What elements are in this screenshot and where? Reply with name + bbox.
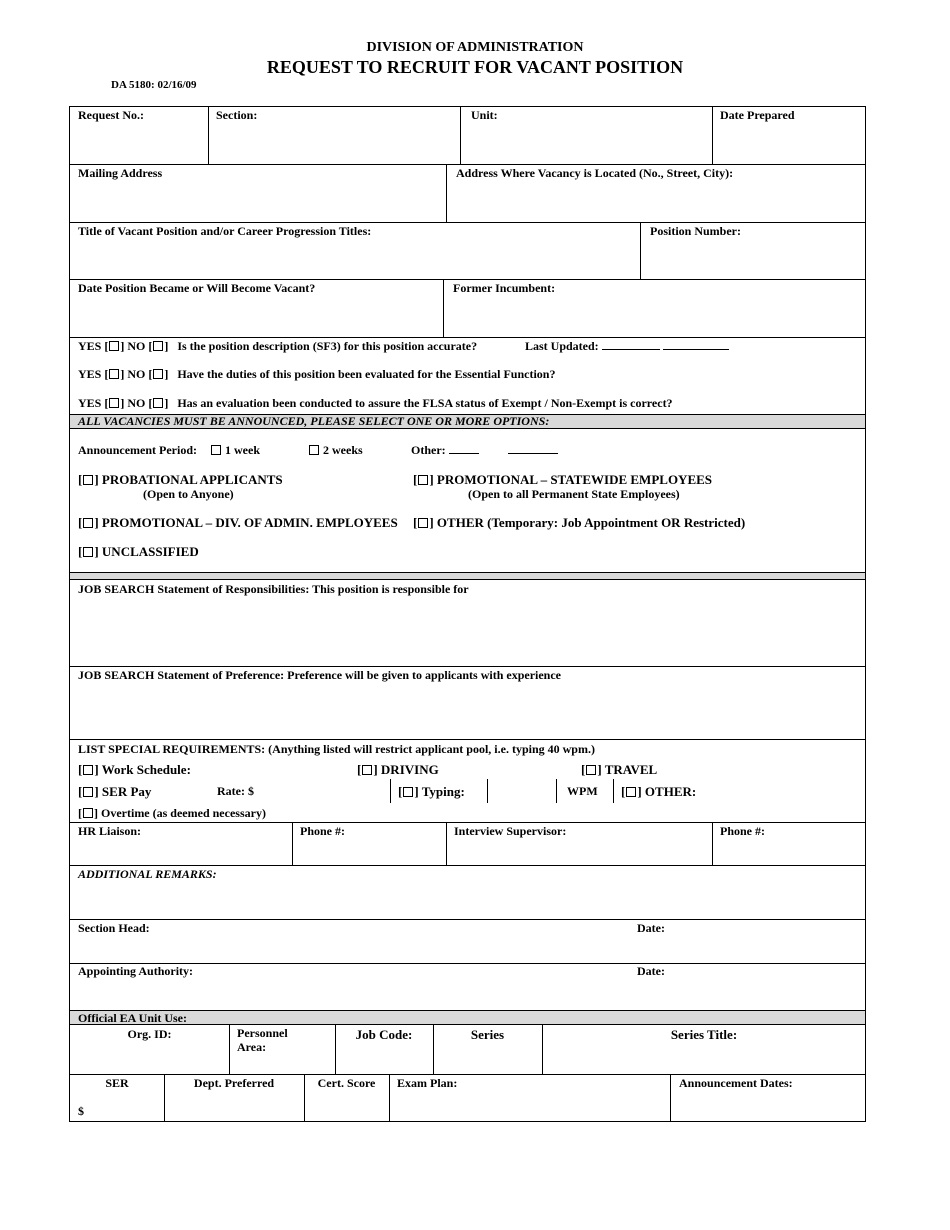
- other-period-label: Other:: [411, 443, 446, 457]
- rule: [69, 337, 866, 338]
- interview-supervisor-field[interactable]: Interview Supervisor:: [454, 824, 567, 838]
- bracket: [: [78, 784, 83, 799]
- rule: [390, 779, 391, 803]
- yes-label: YES [: [78, 396, 109, 410]
- rule: [640, 222, 641, 279]
- other-temp-option[interactable]: [413, 515, 745, 531]
- last-updated-line: [602, 339, 660, 350]
- unclassified-label: ] UNCLASSIFIED: [94, 544, 199, 559]
- work-schedule-checkbox[interactable]: [83, 765, 93, 775]
- ser-pay-option[interactable]: [78, 784, 151, 800]
- last-updated-field[interactable]: [525, 339, 729, 354]
- mailing-address-field[interactable]: Mailing Address: [78, 166, 163, 180]
- section-head-field[interactable]: Section Head:: [78, 921, 150, 935]
- typing-option[interactable]: [398, 784, 465, 800]
- probational-sub: (Open to Anyone): [143, 487, 234, 501]
- unclassified-option[interactable]: [78, 544, 199, 560]
- no-checkbox[interactable]: [153, 398, 163, 408]
- bracket: [: [398, 784, 403, 799]
- yes-label: YES [: [78, 339, 109, 353]
- special-requirements-heading: LIST SPECIAL REQUIREMENTS: (Anything listed will restrict applicant pool, i.e. typing 40 wpm.): [78, 742, 595, 756]
- org-id-field[interactable]: Org. ID:: [127, 1027, 172, 1041]
- other-temp-checkbox[interactable]: [418, 518, 428, 528]
- promo-div-option[interactable]: [78, 515, 398, 531]
- rule: [292, 822, 293, 865]
- other-period-line: [449, 443, 479, 454]
- promo-statewide-option[interactable]: [413, 472, 712, 488]
- one-week-label: 1 week: [225, 443, 260, 457]
- announce-heading: ALL VACANCIES MUST BE ANNOUNCED, PLEASE SELECT ONE OR MORE OPTIONS:: [78, 414, 550, 428]
- rule: [69, 279, 866, 280]
- work-schedule-label: ] Work Schedule:: [94, 762, 191, 777]
- additional-remarks-field[interactable]: ADDITIONAL REMARKS:: [78, 867, 217, 881]
- work-schedule-option[interactable]: [78, 762, 191, 778]
- cert-score-field[interactable]: Cert. Score: [317, 1076, 376, 1090]
- one-week-option[interactable]: [210, 443, 260, 458]
- two-weeks-option[interactable]: [308, 443, 363, 458]
- yes-label: YES [: [78, 367, 109, 381]
- form-title: REQUEST TO RECRUIT FOR VACANT POSITION: [266, 57, 684, 77]
- promo-div-checkbox[interactable]: [83, 518, 93, 528]
- appointing-authority-date-field[interactable]: Date:: [637, 964, 665, 978]
- rule: [487, 779, 488, 803]
- rule: [69, 919, 866, 920]
- rate-field[interactable]: Rate: $: [217, 784, 254, 798]
- question-essential-row: [78, 367, 555, 382]
- bracket: [: [357, 762, 362, 777]
- announcement-dates-field[interactable]: Announcement Dates:: [679, 1076, 793, 1090]
- bracket: [: [78, 544, 83, 559]
- title-vacant-position-field[interactable]: Title of Vacant Position and/or Career Progression Titles:: [78, 224, 372, 238]
- typing-label: ] Typing:: [414, 784, 465, 799]
- overtime-option[interactable]: [78, 806, 266, 821]
- probational-checkbox[interactable]: [83, 475, 93, 485]
- promo-div-label: ] PROMOTIONAL – DIV. OF ADMIN. EMPLOYEES: [94, 515, 398, 530]
- overtime-label: ] Overtime (as deemed necessary): [94, 806, 266, 820]
- one-week-checkbox[interactable]: [211, 445, 221, 455]
- question-sf3-row: [78, 339, 477, 354]
- rule: [556, 779, 557, 803]
- phone-field-2[interactable]: Phone #:: [720, 824, 765, 838]
- other-temp-label: ] OTHER (Temporary: Job Appointment OR Restricted): [429, 515, 746, 530]
- vacancy-address-field[interactable]: Address Where Vacancy is Located (No., Street, City):: [456, 166, 734, 180]
- area-label: Area:: [237, 1040, 267, 1054]
- probational-option[interactable]: [78, 472, 283, 488]
- question-essential: Have the duties of this position been evaluated for the Essential Function?: [177, 367, 556, 381]
- promo-statewide-label: ] PROMOTIONAL – STATEWIDE EMPLOYEES: [429, 472, 713, 487]
- question-flsa: Has an evaluation been conducted to assure the FLSA status of Exempt / Non-Exempt is correct?: [177, 396, 673, 410]
- driving-checkbox[interactable]: [362, 765, 372, 775]
- typing-checkbox[interactable]: [403, 787, 413, 797]
- form-code: DA 5180: 02/16/09: [111, 79, 197, 91]
- two-weeks-label: 2 weeks: [323, 443, 363, 457]
- bracket: [: [413, 515, 418, 530]
- rule: [613, 779, 614, 803]
- promo-statewide-sub: (Open to all Permanent State Employees): [468, 487, 680, 501]
- bracket: [: [413, 472, 418, 487]
- job-code-field[interactable]: Job Code:: [355, 1027, 413, 1042]
- travel-option[interactable]: [581, 762, 657, 778]
- no-label: ] NO [: [120, 396, 153, 410]
- rule: [446, 822, 447, 865]
- bracket: [: [78, 515, 83, 530]
- ser-pay-label: ] SER Pay: [94, 784, 152, 799]
- ser-field[interactable]: SER: [105, 1076, 129, 1090]
- rule: [69, 579, 866, 580]
- rule: [443, 279, 444, 337]
- rule: [446, 164, 447, 222]
- rule: [712, 106, 713, 164]
- bracket: [: [621, 784, 626, 799]
- rule: [69, 739, 866, 740]
- unit-field[interactable]: Unit:: [471, 108, 498, 122]
- other-period-line: [508, 443, 558, 454]
- no-checkbox[interactable]: [153, 369, 163, 379]
- rule: [69, 865, 866, 866]
- rule: [460, 106, 461, 164]
- ser-dollar: $: [78, 1104, 84, 1118]
- question-sf3: Is the position description (SF3) for this position accurate?: [177, 339, 478, 353]
- bracket: [: [78, 806, 82, 820]
- rule: [712, 822, 713, 865]
- other-requirement-option[interactable]: [621, 784, 696, 800]
- section-field[interactable]: Section:: [216, 108, 258, 122]
- other-requirement-label: ] OTHER:: [637, 784, 697, 799]
- yes-checkbox[interactable]: [109, 369, 119, 379]
- rule: [69, 666, 866, 667]
- ser-pay-checkbox[interactable]: [83, 787, 93, 797]
- separator-band: [70, 572, 865, 579]
- bracket: [: [78, 762, 83, 777]
- division-heading: DIVISION OF ADMINISTRATION: [366, 40, 584, 55]
- other-period-field[interactable]: [411, 443, 558, 458]
- other-requirement-checkbox[interactable]: [626, 787, 636, 797]
- bracket: [: [78, 472, 83, 487]
- yes-checkbox[interactable]: [109, 398, 119, 408]
- rule: [69, 822, 866, 823]
- no-label: ] NO [: [120, 339, 153, 353]
- rule: [69, 222, 866, 223]
- last-updated-label: Last Updated:: [525, 339, 599, 353]
- hr-liaison-field[interactable]: HR Liaison:: [78, 824, 142, 838]
- rule: [69, 1010, 866, 1011]
- two-weeks-checkbox[interactable]: [309, 445, 319, 455]
- rule: [670, 1074, 671, 1122]
- former-incumbent-field[interactable]: Former Incumbent:: [453, 281, 556, 295]
- overtime-checkbox[interactable]: [83, 808, 93, 818]
- travel-checkbox[interactable]: [586, 765, 596, 775]
- preference-field[interactable]: JOB SEARCH Statement of Preference: Preference will be given to applicants with experience: [78, 668, 562, 682]
- phone-field[interactable]: Phone #:: [300, 824, 345, 838]
- wpm-label: WPM: [567, 784, 598, 798]
- driving-label: ] DRIVING: [373, 762, 439, 777]
- rule: [69, 572, 866, 573]
- personnel-area-field[interactable]: [237, 1026, 288, 1054]
- dept-preferred-field[interactable]: Dept. Preferred: [193, 1076, 275, 1090]
- exam-plan-field[interactable]: Exam Plan:: [397, 1076, 458, 1090]
- rule: [69, 1024, 866, 1025]
- unclassified-checkbox[interactable]: [83, 547, 93, 557]
- personnel-label: Personnel: [237, 1026, 288, 1040]
- rule: [389, 1074, 390, 1122]
- driving-option[interactable]: [357, 762, 439, 778]
- rule: [229, 1024, 230, 1074]
- announcement-period-label: Announcement Period:: [78, 443, 197, 457]
- bracket: [: [581, 762, 586, 777]
- series-title-field[interactable]: Series Title:: [670, 1027, 738, 1042]
- position-number-field[interactable]: Position Number:: [650, 224, 741, 238]
- series-field[interactable]: Series: [470, 1027, 505, 1042]
- official-use-heading: Official EA Unit Use:: [78, 1011, 187, 1025]
- date-vacant-field[interactable]: Date Position Became or Will Become Vacant?: [78, 281, 316, 295]
- bracket: ]: [164, 339, 169, 353]
- section-head-date-field[interactable]: Date:: [637, 921, 665, 935]
- promo-statewide-checkbox[interactable]: [418, 475, 428, 485]
- rule: [69, 1074, 866, 1075]
- rule: [69, 164, 866, 165]
- responsibilities-field[interactable]: JOB SEARCH Statement of Responsibilities: This position is responsible for: [78, 582, 469, 596]
- official-band: [70, 1010, 865, 1024]
- probational-label: ] PROBATIONAL APPLICANTS: [94, 472, 283, 487]
- travel-label: ] TRAVEL: [597, 762, 658, 777]
- no-label: ] NO [: [120, 367, 153, 381]
- no-checkbox[interactable]: [153, 341, 163, 351]
- request-no-field[interactable]: Request No.:: [78, 108, 144, 122]
- appointing-authority-field[interactable]: Appointing Authority:: [78, 964, 194, 978]
- bracket: ]: [164, 396, 169, 410]
- bracket: ]: [164, 367, 169, 381]
- question-flsa-row: [78, 396, 673, 411]
- yes-checkbox[interactable]: [109, 341, 119, 351]
- date-prepared-field[interactable]: Date Prepared: [720, 108, 795, 122]
- rule: [208, 106, 209, 164]
- last-updated-line: [663, 339, 729, 350]
